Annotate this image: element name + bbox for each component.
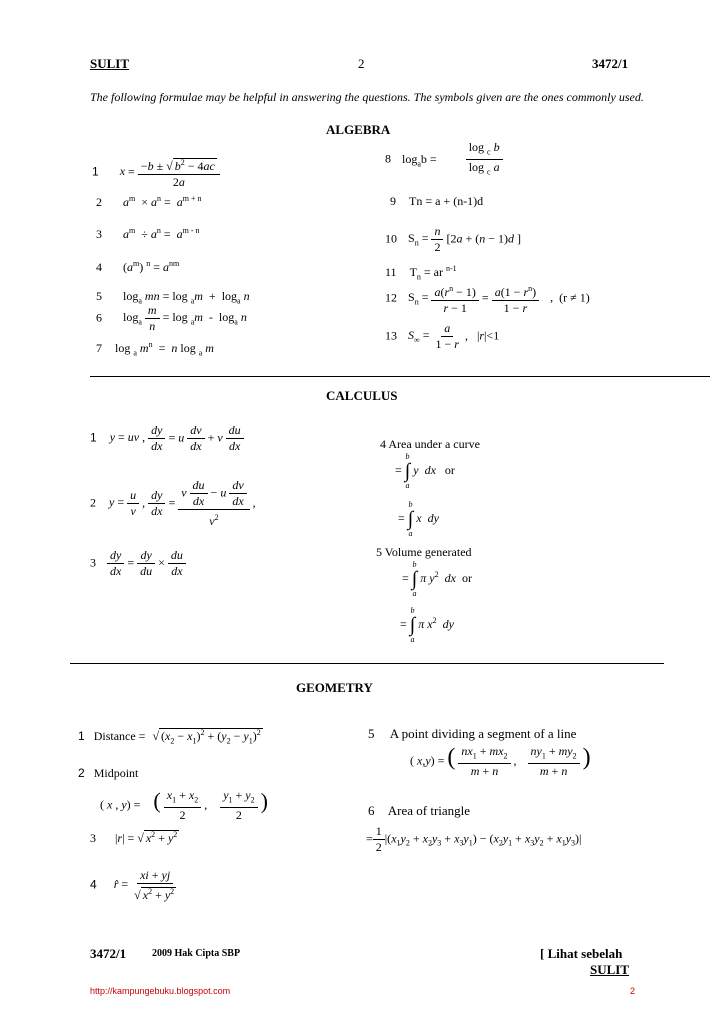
calculus-area-formula-1: = b ∫ a y dx or xyxy=(395,452,455,490)
algebra-item-10: 10 $S_n$ = $\frac{n}{2}$ [2a + (n − 1)d ] xyxy=(385,224,521,254)
calculus-volume-formula-1: = b ∫ a π $y^2$ dx or xyxy=(402,560,472,598)
algebra-item-4: 4 $(a^m) ^n = a^{nm}$ xyxy=(96,259,180,274)
algebra-item-1: 1 x = $\frac{-b \pm √ b^2 - 4ac}{2a}$ xyxy=(92,155,220,190)
footer-page-number: 2 xyxy=(630,986,636,996)
algebra-item-2: 2 $a^m \times a^n = a^{m + n}$ xyxy=(96,194,202,209)
section-geometry: GEOMETRY xyxy=(296,680,373,695)
section-calculus: CALCULUS xyxy=(326,388,398,403)
footer-sulit: SULIT xyxy=(590,962,630,977)
divider-calculus xyxy=(70,663,664,664)
header-page-number: 2 xyxy=(358,56,365,71)
footer-copyright: 2009 Hak Cipta SBP xyxy=(152,948,241,959)
geometry-item-2: 2 Midpoint xyxy=(78,766,139,780)
calculus-volume-formula-2: = b ∫ a π $x^2$ dy xyxy=(400,606,454,644)
algebra-item-5: 5 $\log_a$ mn = $\log _am + \log_a n$ xyxy=(96,289,250,306)
calculus-item-2: 2 y = $\frac{u}{v}$ , $\frac{dy}{dx}$ = v $\frac{du}{dx}$ − u $\frac{dv}{dx}$ $v^2$ , xyxy=(90,478,256,528)
algebra-item-13: 13 $S_\infty$ = $\frac{a}{1 - r}$ , |r|<1 xyxy=(385,321,500,351)
calculus-item-3: 3 $\frac{dy}{dx}$ = $\frac{dy}{du}$ × $\frac{du}{dx}$ xyxy=(90,548,186,579)
geometry-dividing-formula: ( x,y) = ( $\frac{nx_1 + mx_2}{m + n}$ , $\frac{ny_1 + my_2}{m + n}$ ) xyxy=(410,744,591,779)
footer-code: 3472/1 xyxy=(90,946,127,961)
algebra-item-8: 8 $\log_ab$ = $\frac{\log _c b}{\log _c a}$ xyxy=(385,140,503,180)
geometry-item-5: 5 A point dividing a segment of a line xyxy=(368,726,577,741)
calculus-area-label: 4 Area under a curve xyxy=(380,437,480,451)
algebra-item-7: 7 log $_a$ $m^n = n$ log $_a$ m xyxy=(96,340,214,358)
algebra-item-12: 12 $S_n$ = $\frac{a(r^n - 1)}{r - 1}$ = $\frac{a(1 - r^n)}{1 - r}$ , (r ≠ 1) xyxy=(385,281,590,316)
header-code: 3472/1 xyxy=(592,56,629,71)
geometry-item-6: 6 Area of triangle xyxy=(368,803,471,818)
algebra-item-6: 6 $\log_a$ $\frac{m}{n}$ = $\log _am - \log_a n$ xyxy=(96,303,247,333)
geometry-item-1: 1 Distance = √ $(x_2 - x_1)^2 + (y_2 - y_1)^2$ xyxy=(78,728,261,746)
geometry-midpoint-formula: ( x , y) = ( $\frac{x_1 + x_2}{2}$ , $\frac{y_1 + y_2}{2}$ ) xyxy=(100,788,268,823)
geometry-triangle-formula: = $\frac{1}{2}$ $|(x_1y_2 + x_2y_3 + x_3y_1) - (x_2y_1 + x_3y_2 + x_1y_3)|$ xyxy=(366,824,582,854)
geometry-item-3: 3 |r| = √ $x^2 + y^2$ xyxy=(90,830,178,845)
divider-algebra xyxy=(90,376,710,377)
algebra-item-9: 9 Tn = a + (n-1)d xyxy=(390,194,484,208)
geometry-item-4: 4 r̂ = $\frac{xi + yj}{√ x^2 + y^2}$ xyxy=(90,868,175,902)
algebra-item-3: 3 $a^m \div a^n = a^{m - n}$ xyxy=(96,226,200,241)
algebra-item-11: 11 $T_n$ = ar $^{n-1}$ xyxy=(385,264,457,282)
header-sulit: SULIT xyxy=(90,56,130,71)
footer-url-link[interactable]: http://kampungebuku.blogspot.com xyxy=(90,986,231,996)
section-algebra: ALGEBRA xyxy=(326,122,391,137)
calculus-area-formula-2: = b ∫ a x dy xyxy=(398,500,439,538)
calculus-item-1: 1 y = uv , $\frac{dy}{dx}$ = u $\frac{dv}{dx}$ + v $\frac{du}{dx}$ xyxy=(90,423,244,454)
intro-text: The following formulae may be helpful in answering the questions. The symbols given are the ones commonly used. xyxy=(90,90,644,104)
footer-next-page: [ Lihat sebelah xyxy=(540,946,623,961)
calculus-volume-label: 5 Volume generated xyxy=(376,545,472,559)
